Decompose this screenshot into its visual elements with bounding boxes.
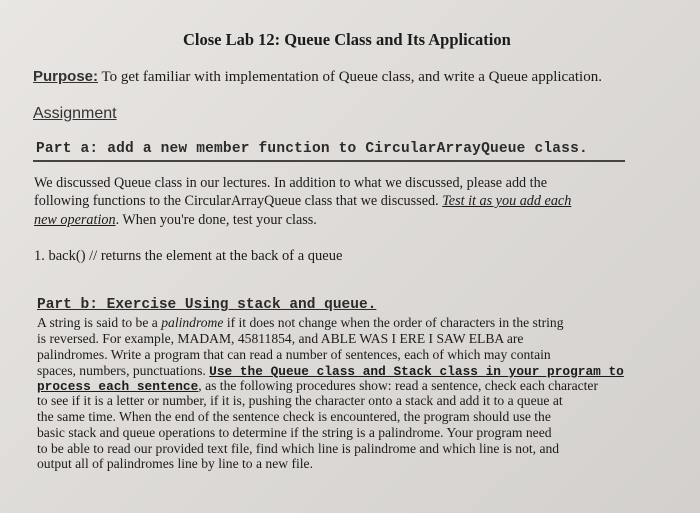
- part-b-line-5: [37, 378, 598, 394]
- part-b-line-10: output all of palindromes line by line to a new file.: [37, 456, 313, 471]
- part-a-line-3-text: . When you're done, test your class.: [115, 212, 317, 228]
- part-b-line-1a: A string is said to be a: [37, 315, 162, 330]
- test-instruction-link: Test it as you add each: [442, 193, 572, 209]
- assignment-heading: Assignment: [33, 105, 117, 122]
- part-b-line-3: palindromes. Write a program that can read a number of sentences, each of which may contain: [37, 347, 551, 362]
- purpose-text: To get familiar with implementation of Queue class, and write a Queue application.: [98, 69, 602, 85]
- purpose-label: Purpose:: [33, 68, 99, 85]
- part-b-line-4: [37, 363, 624, 379]
- part-a-underline: [33, 160, 625, 162]
- part-b-line-2: is reversed. For example, MADAM, 45811854, and ABLE WAS I ERE I SAW ELBA are: [37, 331, 524, 346]
- part-b-heading: [37, 297, 376, 313]
- part-b-line-7: the same time. When the end of the sentence check is encountered, the program should use the: [37, 409, 551, 424]
- part-a-heading: Part a: add a new member function to CircularArrayQueue class.: [36, 141, 588, 157]
- part-a-line-2-text: following functions to the CircularArrayQueue class that we discussed.: [34, 193, 443, 209]
- part-b-line-1c: if it does not change when the order of characters in the string: [223, 315, 564, 330]
- new-operation-link: new operation: [34, 212, 116, 228]
- part-b-line-8: basic stack and queue operations to determine if the string is a palindrome. Your program need: [37, 425, 552, 440]
- purpose-line: [33, 68, 602, 86]
- process-each-sentence: process each sentence: [37, 379, 199, 394]
- use-queue-stack-instruction: Use the Queue class and Stack class in your program to: [209, 364, 624, 379]
- part-a-line-2: [34, 193, 571, 210]
- part-b-line-1: [37, 315, 564, 331]
- part-a-line-1: We discussed Queue class in our lectures. In addition to what we discussed, please add the: [34, 175, 548, 191]
- back-function-item: 1. back() // returns the element at the back of a queue: [34, 248, 343, 264]
- part-b-line-4a: spaces, numbers, punctuations.: [37, 363, 210, 378]
- part-b-heading-text: Part b: Exercise Using stack and queue.: [37, 297, 377, 313]
- part-b-line-5b: , as the following procedures show: read a sentence, check each character: [198, 378, 598, 393]
- document-title: Close Lab 12: Queue Class and Its Application: [183, 30, 511, 49]
- part-b-line-6: to see if it is a letter or number, if it is, pushing the character onto a stack and add it to a queue at: [37, 393, 563, 408]
- part-a-line-3: [34, 212, 317, 229]
- part-b-line-9: to be able to read our provided text file, find which line is palindrome and which line is not, and: [37, 441, 560, 456]
- palindrome-term: palindrome: [161, 315, 224, 330]
